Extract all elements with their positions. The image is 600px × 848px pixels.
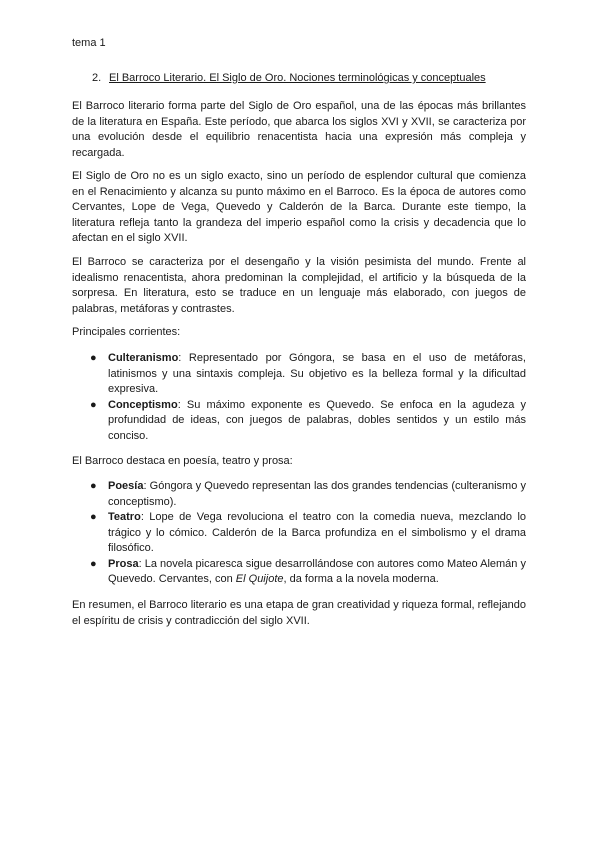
list-item [72,351,526,398]
desc-conceptismo: : Su máximo exponente es Quevedo. Se enfoca en la agudeza y profundidad de ideas, con juegos de palabras, dobles sentidos y un estilo más conciso. [108,398,526,442]
desc-prosa-after: , da forma a la novela moderna. [283,573,439,585]
generos-list [72,479,526,588]
term-poesia: Poesía [108,480,144,492]
desc-teatro: : Lope de Vega revoluciona el teatro con la comedia nueva, mezclando lo trágico y lo cómico. Calderón de la Barca profundiza en el simbolismo y el drama filosófico. [108,511,526,554]
bullet-icon: ● [90,480,97,492]
term-conceptismo: Conceptismo [108,398,178,411]
page-header: tema 1 [72,37,106,49]
paragraph-corrientes-label: Principales corrientes: [72,326,181,338]
paragraph-caracteristicas: El Barroco se caracteriza por el desengaño y la visión pesimista del mundo. Frente al idealismo renacentista, ahora predominan la complejidad, el artificio y la búsqueda de la sorpresa. En literatura, esto se traduce en un lenguaje más elaborado, con juegos de palabras, metáforas y contrastes. [72,256,526,315]
paragraph-resumen: En resumen, el Barroco literario es una etapa de gran creatividad y riqueza formal, reflejando el espíritu de crisis y contradicción del siglo XVII. [72,599,526,627]
list-item [72,398,526,445]
term-prosa: Prosa [108,557,139,570]
desc-prosa-before: : La novela picaresca sigue desarrollándose con autores como Mateo Alemán y Quevedo. Cervantes, con [108,557,526,585]
list-item [72,479,526,510]
paragraph-generos-label: El Barroco destaca en poesía, teatro y prosa: [72,455,293,467]
list-item [72,557,526,588]
paragraph-siglo-de-oro: El Siglo de Oro no es un siglo exacto, sino un período de esplendor cultural que comienza en el Renacimiento y alcanza su punto máximo en el Barroco. Es la época de autores como Cervantes, Lope de Vega, Quevedo y Calderón de la Barca. Durante este tiempo, la literatura refleja tanto la grandeza del imperio español como la crisis y decadencia que lo afectan en el siglo XVII. [72,170,526,244]
corrientes-list [72,351,526,444]
title-el-quijote: El Quijote [235,573,284,585]
desc-poesia: : Góngora y Quevedo representan las dos grandes tendencias (culteranismo y conceptismo). [108,480,526,508]
term-teatro: Teatro [108,511,141,523]
term-culteranismo: Culteranismo [108,352,179,364]
bullet-icon: ● [90,557,97,570]
section-number: 2. [92,72,102,84]
desc-culteranismo: : Representado por Góngora, se basa en el uso de metáforas, latinismos y una sintaxis compleja. Su objetivo es la belleza formal y la dificultad expresiva. [108,352,526,395]
section-title: El Barroco Literario. El Siglo de Oro. Nociones terminológicas y conceptuales [109,72,486,84]
section-heading [92,71,486,85]
paragraph-intro: El Barroco literario forma parte del Siglo de Oro español, una de las épocas más brillantes de la literatura en España. Este período, que abarca los siglos XVI y XVII, se caracteriza por una evolución desde el equilibrio renacentista hacia una expresión más compleja y recargada. [72,100,526,159]
list-item [72,510,526,557]
bullet-icon: ● [90,511,97,523]
bullet-icon: ● [90,352,97,364]
bullet-icon: ● [90,398,97,411]
